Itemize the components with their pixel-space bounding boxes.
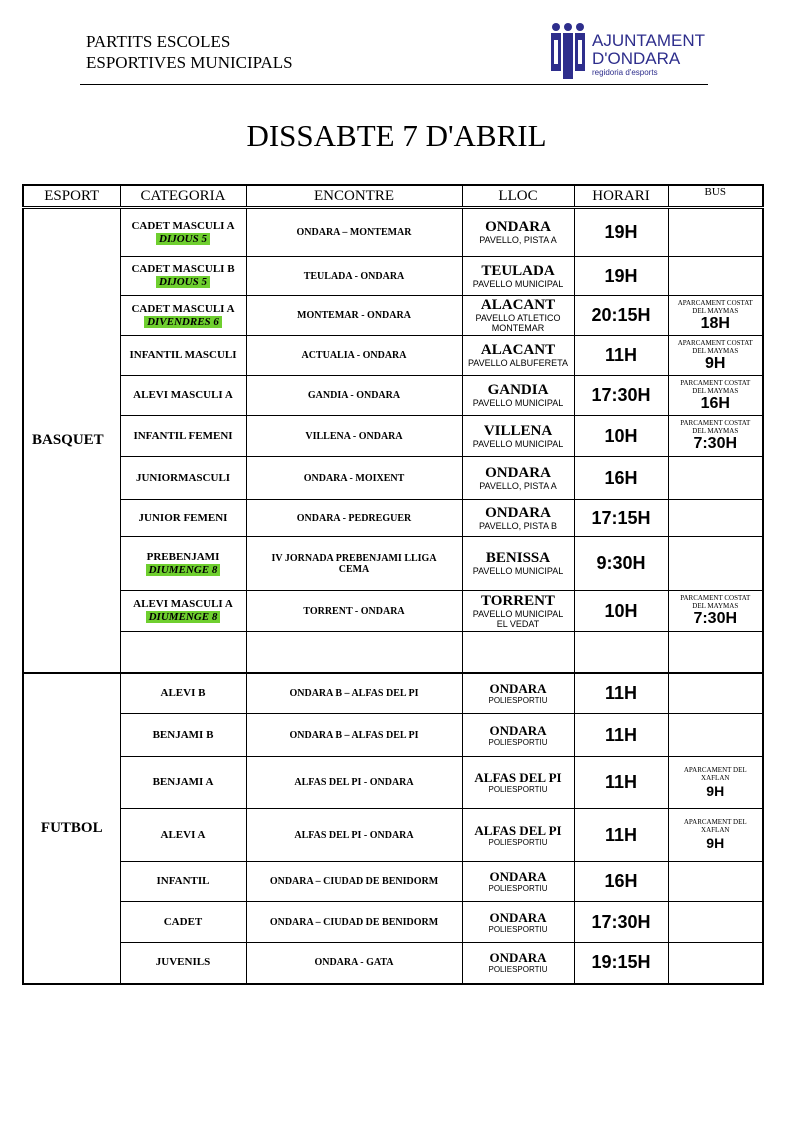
table-row <box>23 208 763 257</box>
bus-cell <box>668 376 763 416</box>
logo-sub: regidoria d'esports <box>592 68 658 77</box>
bus-note-2: DEL MAYMAS <box>692 306 739 315</box>
futbol-sport-cell: FUTBOL <box>23 673 120 984</box>
place-name: ALFAS DEL PI <box>474 822 562 838</box>
match-label: ONDARA – MONTEMAR <box>296 227 412 238</box>
day-label: DIJOUS 5 <box>156 276 210 288</box>
encontre-cell <box>246 591 462 632</box>
table-row <box>23 862 763 902</box>
day-badge <box>121 564 246 577</box>
categoria-label: PREBENJAMI <box>146 550 220 563</box>
lloc-cell <box>462 257 574 296</box>
page-title: DISSABTE 7 D'ABRIL <box>246 118 547 153</box>
bus-cell <box>668 416 763 457</box>
day-badge <box>121 276 246 289</box>
bus-cell <box>668 862 763 902</box>
place-name: ONDARA <box>489 722 547 738</box>
match-label: GANDIA - ONDARA <box>307 390 401 401</box>
bus-note-2: DEL MAYMAS <box>692 602 739 610</box>
match-label: ONDARA - GATA <box>314 957 394 969</box>
match-label: ALFAS DEL PI - ONDARA <box>294 777 414 788</box>
empty-cell <box>246 632 462 673</box>
encontre-cell <box>246 673 462 714</box>
lloc-cell <box>462 862 574 902</box>
match-label: ONDARA B – ALFAS DEL PI <box>289 729 419 741</box>
match-label: VILLENA - ONDARA <box>305 430 403 442</box>
lloc-cell <box>462 943 574 984</box>
place-name: BENISSA <box>485 550 551 566</box>
col-header-lloc: LLOC <box>462 185 574 208</box>
table-row <box>23 714 763 757</box>
bus-note-2: DEL MAYMAS <box>692 346 739 355</box>
place-detail: PAVELLO MUNICIPAL <box>472 398 564 408</box>
bus-note-2: DEL MAYMAS <box>692 427 739 435</box>
place-detail: PAVELLO, PISTA A <box>479 480 557 491</box>
categoria-cell <box>120 500 246 537</box>
place-name: ONDARA <box>485 504 551 521</box>
horari-cell: 11H <box>574 714 668 757</box>
categoria-cell <box>120 208 246 257</box>
table-row <box>23 296 763 336</box>
table-row <box>23 457 763 500</box>
categoria-cell <box>120 809 246 862</box>
categoria-cell <box>120 296 246 336</box>
horari-cell: 16H <box>574 457 668 500</box>
place-name: TEULADA <box>481 262 555 279</box>
bus-note: APARCAMENT DEL <box>683 765 747 774</box>
horari-cell: 9:30H <box>574 537 668 591</box>
table-row <box>23 336 763 376</box>
horari-cell: 11H <box>574 336 668 376</box>
empty-cell <box>574 632 668 673</box>
bus-cell <box>668 943 763 984</box>
match-label: TORRENT - ONDARA <box>303 605 405 617</box>
categoria-cell <box>120 902 246 943</box>
logo-emblem-icon <box>548 22 708 80</box>
lloc-cell <box>462 591 574 632</box>
day-label: DIJOUS 5 <box>156 233 210 245</box>
day-label: DIUMENGE 8 <box>146 564 221 576</box>
categoria-label: INFANTIL MASCULI <box>129 349 237 361</box>
day-badge <box>121 611 246 624</box>
logo-name-2: D'ONDARA <box>592 49 681 68</box>
categoria-label: CADET <box>163 915 203 928</box>
col-header-horari: HORARI <box>574 185 668 208</box>
lloc-cell <box>462 757 574 809</box>
bus-cell <box>668 537 763 591</box>
categoria-cell <box>120 714 246 757</box>
place-name: ONDARA <box>489 869 547 884</box>
horari-cell: 11H <box>574 809 668 862</box>
bus-cell <box>668 757 763 809</box>
bus-note: APARCAMENT COSTAT <box>677 298 753 307</box>
categoria-label: JUVENILS <box>155 956 211 969</box>
bus-cell <box>668 500 763 537</box>
bus-cell <box>668 714 763 757</box>
categoria-cell <box>120 537 246 591</box>
horari-cell: 11H <box>574 673 668 714</box>
bus-cell <box>668 336 763 376</box>
place-name: ALFAS DEL PI <box>474 770 562 785</box>
match-label: ONDARA – CIUDAD DE BENIDORM <box>269 876 439 887</box>
categoria-cell <box>120 457 246 500</box>
place-detail: POLIESPORTIU <box>488 785 548 794</box>
bus-note: PARCAMENT COSTAT <box>680 419 751 427</box>
categoria-label: INFANTIL <box>156 875 210 887</box>
match-label-2: CEMA <box>338 563 370 575</box>
place-detail: PAVELLO MUNICIPAL <box>472 438 564 449</box>
header-line-1: PARTITS ESCOLES <box>86 32 231 51</box>
lloc-cell <box>462 208 574 257</box>
categoria-cell <box>120 673 246 714</box>
empty-cell <box>668 632 763 673</box>
lloc-cell <box>462 902 574 943</box>
place-detail: POLIESPORTIU <box>488 965 548 975</box>
encontre-cell <box>246 500 462 537</box>
place-detail-2: MONTEMAR <box>491 323 545 333</box>
bus-time: 7:30H <box>693 610 738 627</box>
table-row <box>23 902 763 943</box>
lloc-cell <box>462 376 574 416</box>
futbol-section <box>23 673 763 984</box>
bus-note: APARCAMENT DEL <box>683 818 747 826</box>
place-name: ALACANT <box>480 342 556 358</box>
bus-note-2: XAFLAN <box>701 773 730 782</box>
horari-cell: 19:15H <box>574 943 668 984</box>
table-row <box>23 416 763 457</box>
encontre-cell <box>246 296 462 336</box>
place-detail: POLIESPORTIU <box>488 884 548 893</box>
categoria-label: CADET MASCULI A <box>131 302 235 315</box>
table-row <box>23 257 763 296</box>
place-detail: POLIESPORTIU <box>488 924 548 934</box>
categoria-cell <box>120 591 246 632</box>
place-detail: PAVELLO MUNICIPAL <box>472 566 564 576</box>
lloc-cell <box>462 336 574 376</box>
bus-time: 9H <box>705 354 726 372</box>
matches-table <box>22 184 764 985</box>
table-row <box>23 591 763 632</box>
logo-name-1: AJUNTAMENT <box>592 31 706 50</box>
bus-cell <box>668 673 763 714</box>
place-detail: POLIESPORTIU <box>488 737 548 747</box>
bus-cell <box>668 257 763 296</box>
horari-cell: 20:15H <box>574 296 668 336</box>
categoria-label: ALEVI B <box>160 686 206 699</box>
place-detail: PAVELLO, PISTA B <box>478 520 558 531</box>
encontre-cell <box>246 902 462 943</box>
horari-cell: 19H <box>574 257 668 296</box>
encontre-cell <box>246 336 462 376</box>
categoria-cell <box>120 257 246 296</box>
bus-cell <box>668 457 763 500</box>
place-detail: PAVELLO MUNICIPAL <box>472 608 564 619</box>
encontre-cell <box>246 943 462 984</box>
bus-time: 7:30H <box>693 435 738 452</box>
empty-row <box>23 632 763 673</box>
match-label: MONTEMAR - ONDARA <box>297 310 411 321</box>
place-detail: PAVELLO ATLETICO <box>475 313 561 323</box>
table-row <box>23 537 763 591</box>
place-name: ONDARA <box>489 909 547 925</box>
lloc-cell <box>462 457 574 500</box>
match-label: ALFAS DEL PI - ONDARA <box>294 829 414 841</box>
match-label: IV JORNADA PREBENJAMI LLIGA <box>271 552 437 564</box>
encontre-cell <box>246 208 462 257</box>
horari-cell: 10H <box>574 591 668 632</box>
col-header-esport: ESPORT <box>23 185 120 208</box>
encontre-cell <box>246 457 462 500</box>
place-name: ALACANT <box>480 297 556 313</box>
bus-cell <box>668 591 763 632</box>
basquet-section <box>23 208 763 673</box>
place-detail: POLIESPORTIU <box>488 695 548 705</box>
categoria-cell <box>120 757 246 809</box>
bus-time: 9H <box>706 782 725 799</box>
place-detail: PAVELLO, PISTA A <box>479 235 557 245</box>
bus-cell <box>668 208 763 257</box>
encontre-cell <box>246 416 462 457</box>
match-label: ACTUALIA - ONDARA <box>301 350 407 361</box>
place-name: ONDARA <box>489 950 547 966</box>
table-row <box>23 673 763 714</box>
header-divider <box>80 84 708 85</box>
place-name: GANDIA <box>487 382 549 398</box>
basquet-sport-cell: BASQUET <box>23 208 120 673</box>
table-header-row <box>23 185 763 208</box>
bus-note: PARCAMENT COSTAT <box>680 594 751 602</box>
horari-cell: 11H <box>574 757 668 809</box>
match-label: ONDARA - MOIXENT <box>303 472 405 484</box>
bus-cell <box>668 809 763 862</box>
bus-time: 9H <box>706 835 725 851</box>
encontre-cell <box>246 537 462 591</box>
categoria-label: BENJAMI A <box>152 776 214 788</box>
match-label: TEULADA - ONDARA <box>303 270 405 282</box>
place-detail: POLIESPORTIU <box>488 837 548 847</box>
lloc-cell <box>462 673 574 714</box>
bus-note-2: DEL MAYMAS <box>692 386 739 395</box>
categoria-label: ALEVI MASCULI A <box>133 598 233 610</box>
categoria-cell <box>120 943 246 984</box>
day-badge <box>121 233 246 246</box>
lloc-cell <box>462 416 574 457</box>
categoria-label: ALEVI A <box>160 828 206 841</box>
table-row <box>23 376 763 416</box>
bus-time: 16H <box>700 394 730 412</box>
encontre-cell <box>246 809 462 862</box>
horari-cell: 17:15H <box>574 500 668 537</box>
header-line-2: ESPORTIVES MUNICIPALS <box>86 53 293 72</box>
categoria-cell <box>120 336 246 376</box>
lloc-cell <box>462 809 574 862</box>
ajuntament-logo <box>548 22 708 80</box>
categoria-label: BENJAMI B <box>152 728 214 741</box>
col-header-categoria: CATEGORIA <box>120 185 246 208</box>
day-label: DIUMENGE 8 <box>146 611 221 623</box>
encontre-cell <box>246 376 462 416</box>
place-name: ONDARA <box>489 680 547 696</box>
col-header-bus: BUS <box>668 185 763 208</box>
bus-note: PARCAMENT COSTAT <box>680 378 751 387</box>
categoria-label: JUNIORMASCULI <box>135 471 231 484</box>
categoria-label: INFANTIL FEMENI <box>133 429 233 442</box>
empty-cell <box>462 632 574 673</box>
place-detail-2: EL VEDAT <box>496 618 540 629</box>
horari-cell: 19H <box>574 208 668 257</box>
lloc-cell <box>462 537 574 591</box>
day-badge <box>121 316 246 329</box>
place-name: ONDARA <box>485 464 551 481</box>
place-name: VILLENA <box>483 422 553 439</box>
table-row <box>23 809 763 862</box>
encontre-cell <box>246 714 462 757</box>
horari-cell: 16H <box>574 862 668 902</box>
encontre-cell <box>246 862 462 902</box>
lloc-cell <box>462 500 574 537</box>
bus-cell <box>668 902 763 943</box>
lloc-cell <box>462 714 574 757</box>
lloc-cell <box>462 296 574 336</box>
categoria-label: CADET MASCULI A <box>131 219 235 232</box>
categoria-cell <box>120 416 246 457</box>
horari-cell: 17:30H <box>574 902 668 943</box>
encontre-cell <box>246 257 462 296</box>
empty-cell <box>120 632 246 673</box>
bus-note-2: XAFLAN <box>701 826 730 834</box>
col-header-encontre: ENCONTRE <box>246 185 462 208</box>
categoria-label: JUNIOR FEMENI <box>138 511 228 524</box>
place-detail: PAVELLO ALBUFERETA <box>467 358 569 368</box>
match-label: ONDARA – CIUDAD DE BENIDORM <box>269 916 439 928</box>
categoria-label: ALEVI MASCULI A <box>133 389 233 401</box>
bus-time: 18H <box>700 314 730 332</box>
bus-cell <box>668 296 763 336</box>
bus-note: APARCAMENT COSTAT <box>677 338 753 347</box>
table-row <box>23 757 763 809</box>
horari-cell: 17:30H <box>574 376 668 416</box>
categoria-cell <box>120 376 246 416</box>
encontre-cell <box>246 757 462 809</box>
place-name: TORRENT <box>481 592 555 609</box>
categoria-cell <box>120 862 246 902</box>
categoria-label: CADET MASCULI B <box>131 263 235 275</box>
place-detail: PAVELLO MUNICIPAL <box>472 278 564 289</box>
match-label: ONDARA - PEDREGUER <box>296 512 412 524</box>
day-label: DIVENDRES 6 <box>144 316 222 328</box>
table-row <box>23 943 763 984</box>
match-label: ONDARA B – ALFAS DEL PI <box>289 687 419 699</box>
horari-cell: 10H <box>574 416 668 457</box>
place-name: ONDARA <box>485 219 551 235</box>
table-row <box>23 500 763 537</box>
document-header <box>86 31 293 73</box>
